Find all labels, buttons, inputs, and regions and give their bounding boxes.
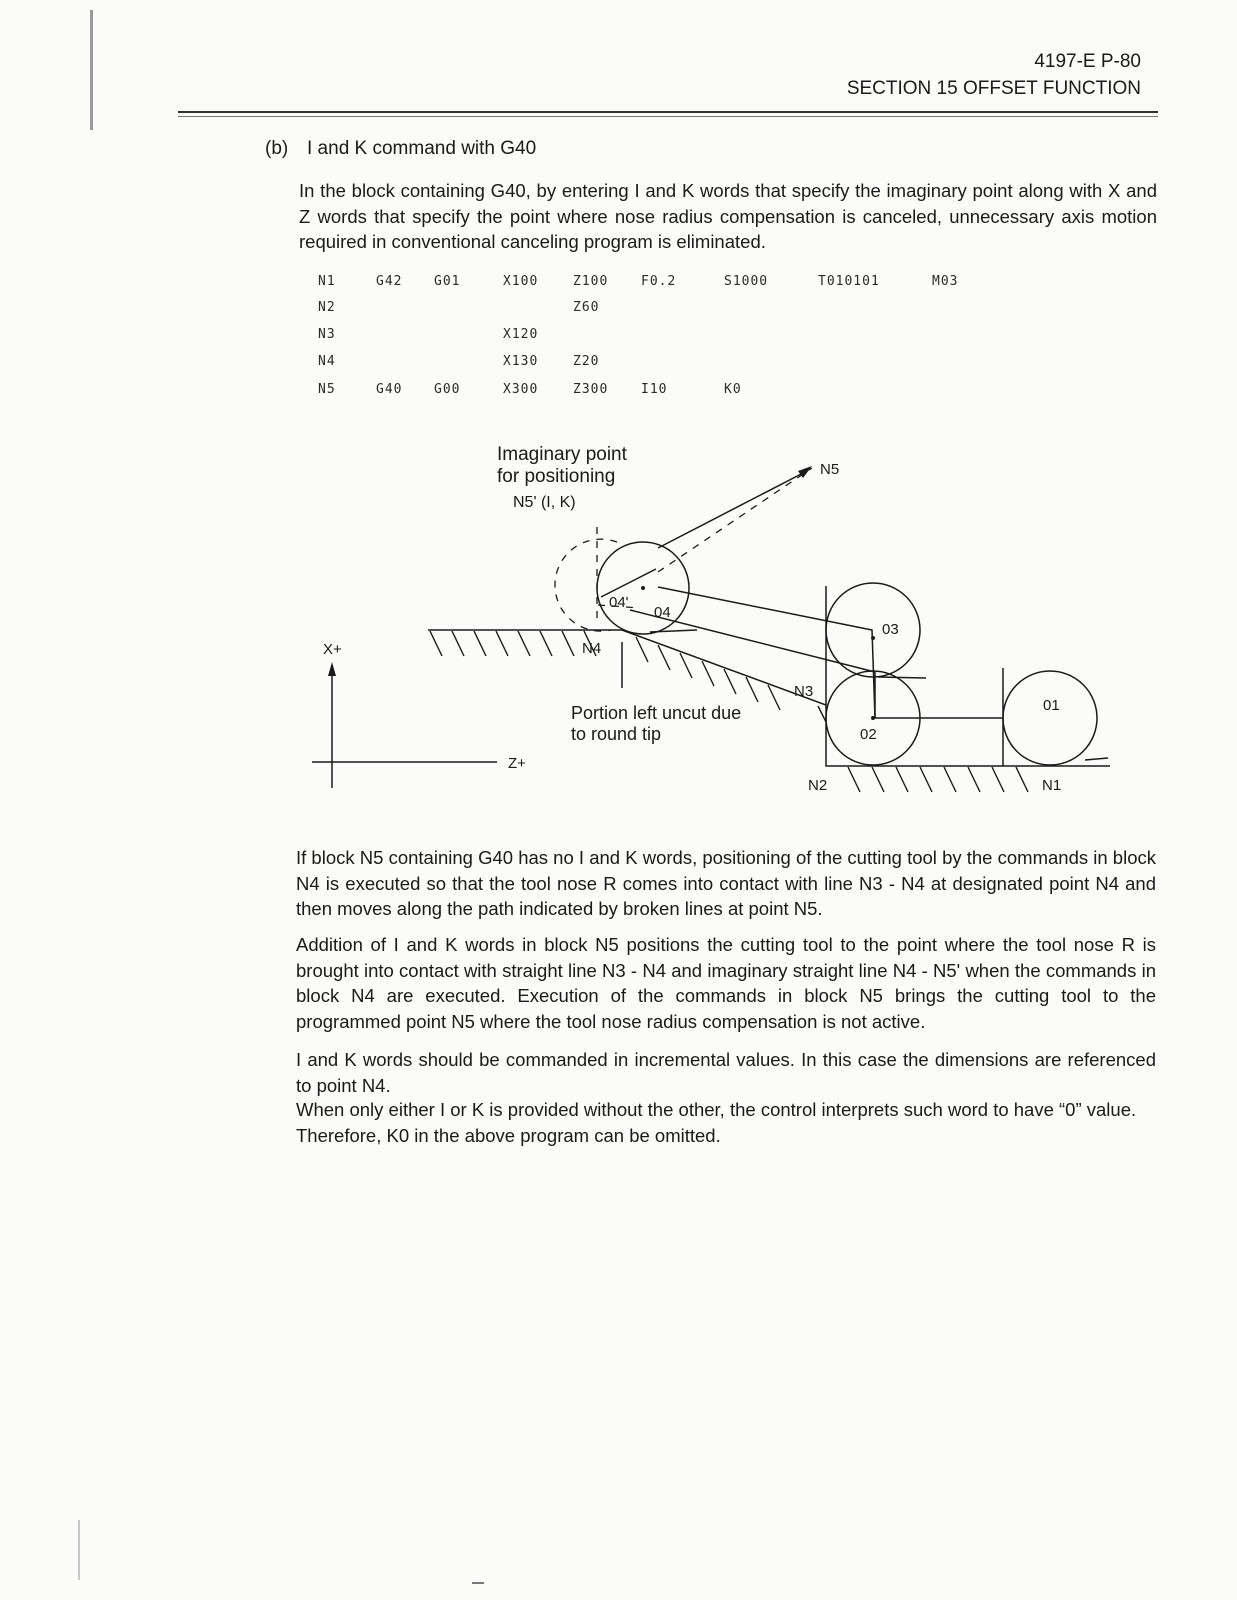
- hatch: [724, 669, 736, 694]
- program-cell: G40: [376, 382, 403, 397]
- hatch: [518, 631, 530, 656]
- hatch: [896, 767, 908, 792]
- intro-paragraph: In the block containing G40, by entering I and K words that specify the imaginary point along with X and Z words that specify the point where nose radius compensation is canceled, unnecessary axis motion required in conventional canceling program is eliminated.: [299, 180, 1157, 252]
- hatch: [1016, 767, 1028, 792]
- hatch: [680, 653, 692, 678]
- label-n3: N3: [794, 683, 814, 700]
- program-cell: N5: [318, 382, 336, 397]
- program-cell: K0: [724, 382, 742, 397]
- program-cell: Z300: [573, 382, 609, 397]
- hatch: [992, 767, 1004, 792]
- program-cell: Z20: [573, 354, 600, 369]
- program-cell: F0.2: [641, 274, 677, 289]
- program-cell: I10: [641, 382, 668, 397]
- center-o2: [871, 716, 875, 720]
- program-cell: M03: [932, 274, 959, 289]
- center-o4: [641, 586, 645, 590]
- program-cell: S1000: [724, 274, 769, 289]
- imaginary-label-2: for positioning: [497, 466, 616, 487]
- section-title: SECTION 15 OFFSET FUNCTION: [846, 78, 1141, 99]
- program-cell: Z60: [573, 300, 600, 315]
- hatch: [658, 645, 670, 670]
- program-cell: N2: [318, 300, 336, 315]
- hatch: [474, 631, 486, 656]
- program-cell: N4: [318, 354, 336, 369]
- paragraph-2: Addition of I and K words in block N5 positions the cutting tool to the point where the tool nose R is brought into contact with straight line N3 - N4 and imaginary straight line N4 - N5' when the commands in block N4 are executed. Execution of the commands in block N5 brings the cutting tool to the programmed point N5 where the tool nose radius compensation is not active.: [296, 934, 1156, 1032]
- z-axis-label: Z+: [508, 755, 526, 772]
- n5-prime-label: N5' (I, K): [513, 494, 576, 511]
- program-cell: X100: [503, 274, 539, 289]
- hatch: [944, 767, 956, 792]
- hatch: [818, 706, 826, 722]
- page-reference: 4197-E P-80: [1034, 51, 1141, 72]
- label-o2: 02: [860, 726, 877, 743]
- center-o3: [871, 636, 875, 640]
- x-axis-label: X+: [323, 641, 342, 658]
- hatch: [968, 767, 980, 792]
- circle-o1: [1003, 671, 1097, 765]
- dashed-path-n5: [658, 468, 812, 572]
- tangent-o1: [1085, 758, 1108, 760]
- hatch: [746, 677, 758, 702]
- hatch: [636, 637, 648, 662]
- label-n4: N4: [582, 640, 602, 657]
- uncut-label-2: to round tip: [571, 724, 662, 744]
- uncut-label-1: Portion left uncut due: [571, 703, 742, 723]
- program-cell: X130: [503, 354, 539, 369]
- hatch: [872, 767, 884, 792]
- hatch: [496, 631, 508, 656]
- tangent-o4: [650, 630, 697, 632]
- paragraph-3: I and K words should be commanded in incremental values. In this case the dimensions are referenced to point N4.: [296, 1049, 1156, 1096]
- label-o1: 01: [1043, 697, 1060, 714]
- subsection-tag: (b): [265, 138, 289, 159]
- hatch: [702, 661, 714, 686]
- n5-line: [658, 472, 805, 548]
- hatch: [452, 631, 464, 656]
- subsection-title: I and K command with G40: [307, 138, 537, 159]
- hatch: [768, 685, 780, 710]
- program-cell: G00: [434, 382, 461, 397]
- program-cell: G42: [376, 274, 403, 289]
- program-cell: Z100: [573, 274, 609, 289]
- program-cell: T010101: [818, 274, 880, 289]
- label-o4-prime: 04': [609, 594, 629, 611]
- label-o3: 03: [882, 621, 899, 638]
- paragraph-1: If block N5 containing G40 has no I and K words, positioning of the cutting tool by the commands in block N4 is executed so that the tool nose R comes into contact with line N3 - N4 at designated point N4 and then moves along the path indicated by broken lines at point N5.: [296, 847, 1156, 919]
- program-cell: X300: [503, 382, 539, 397]
- program-cell: N3: [318, 327, 336, 342]
- imaginary-label-1: Imaginary point: [497, 444, 627, 465]
- program-cell: N1: [318, 274, 336, 289]
- label-n1: N1: [1042, 777, 1062, 794]
- hatch: [848, 767, 860, 792]
- tangent-o3: [878, 677, 926, 678]
- radius-o4: [601, 569, 656, 597]
- program-cell: X120: [503, 327, 539, 342]
- paragraph-4: When only either I or K is provided without the other, the control interprets such word to have “0” value. Therefore, K0 in the above program can be omitted.: [296, 1099, 1137, 1146]
- x-axis-arrowhead: [328, 662, 336, 676]
- program-cell: G01: [434, 274, 461, 289]
- hatch: [430, 631, 442, 656]
- hatch: [920, 767, 932, 792]
- label-n2: N2: [808, 777, 828, 794]
- hatch: [540, 631, 552, 656]
- hatch: [562, 631, 574, 656]
- label-n5: N5: [820, 461, 840, 478]
- label-o4: 04: [654, 604, 671, 621]
